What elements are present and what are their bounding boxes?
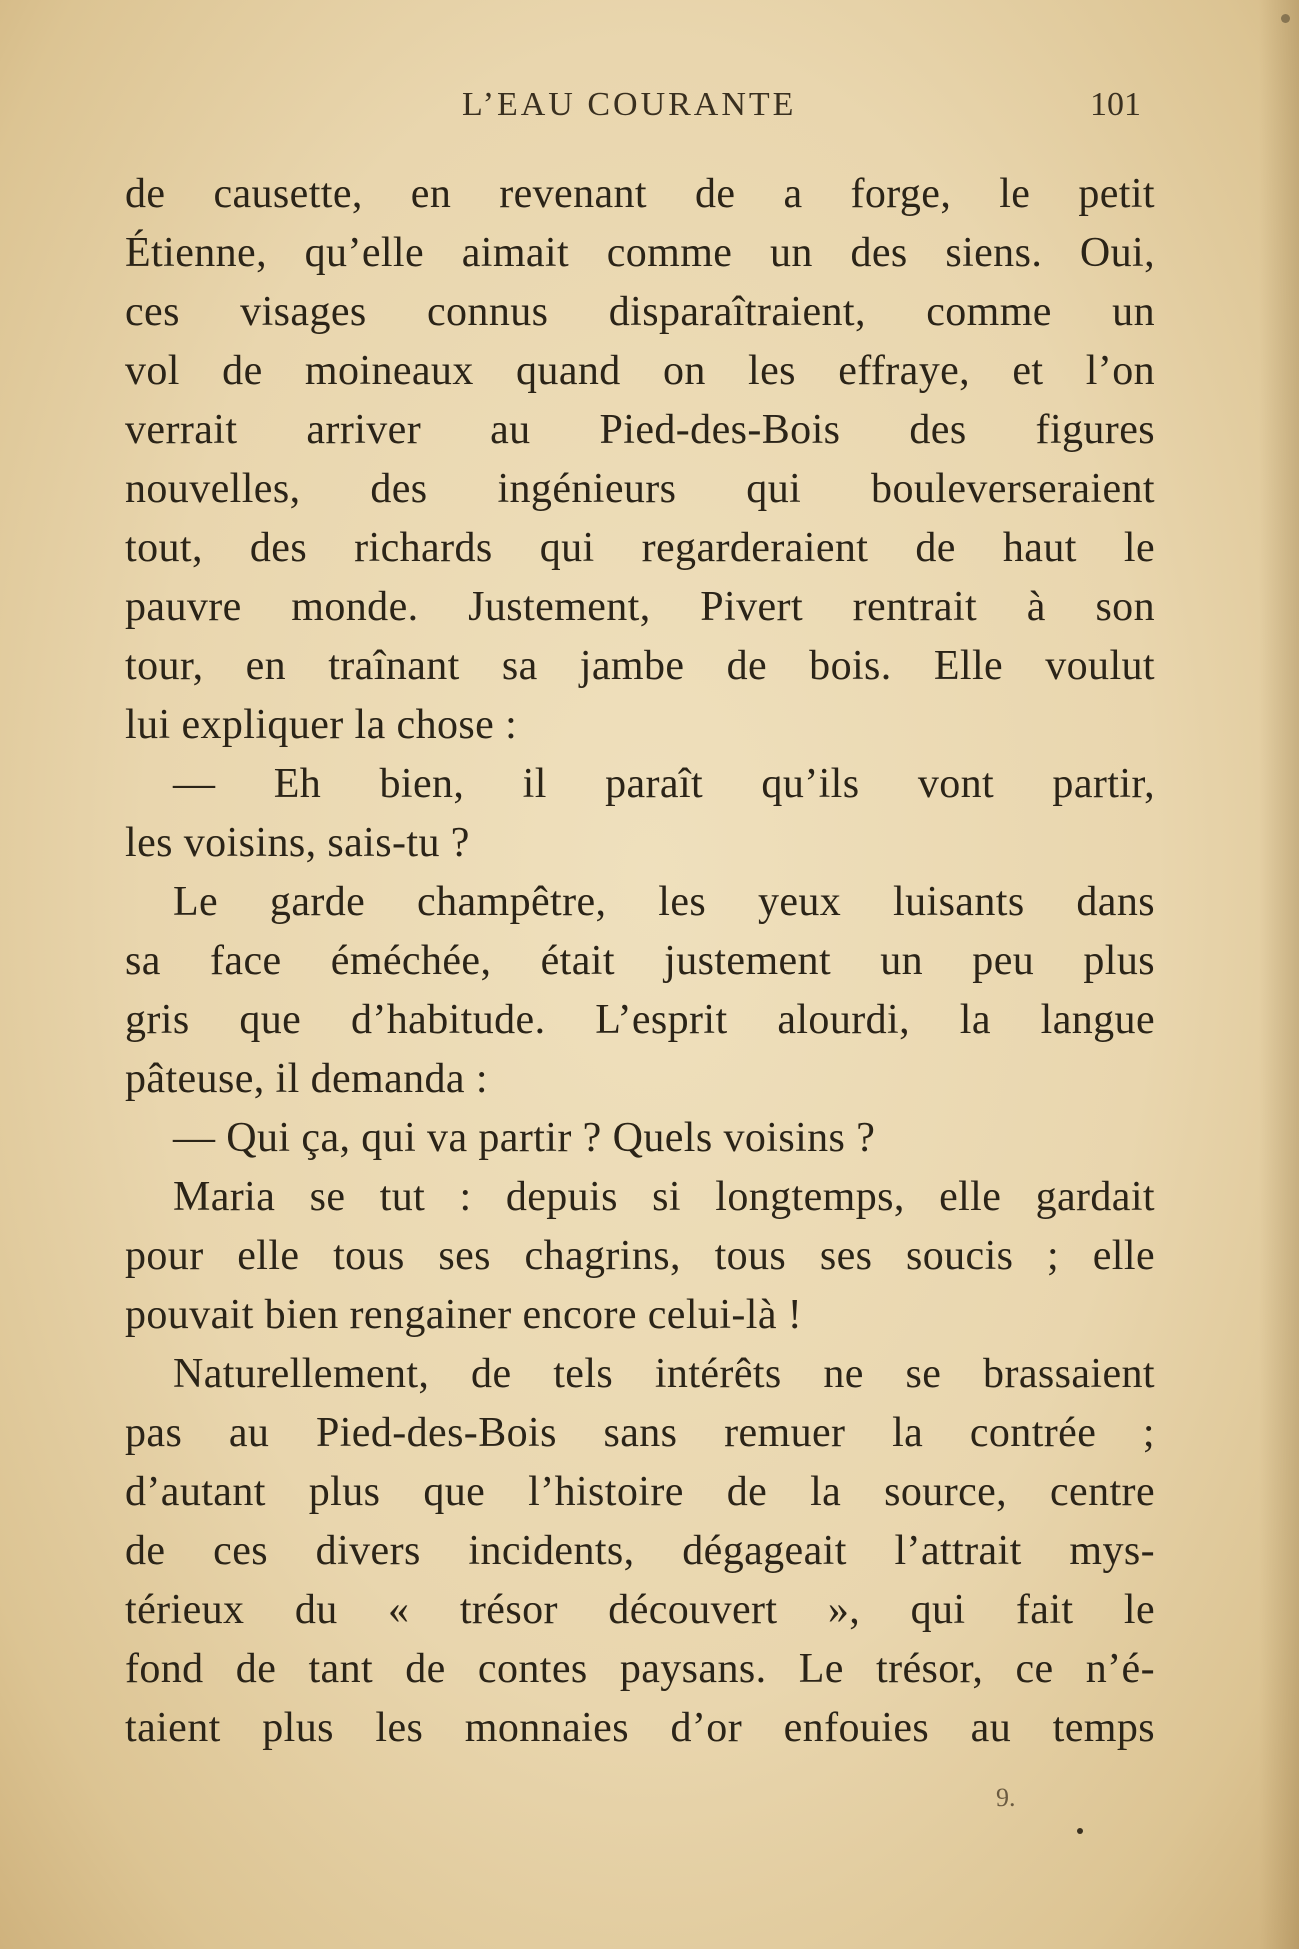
page-number: 101 — [1090, 86, 1141, 123]
ink-speck — [1281, 14, 1290, 23]
paragraph-start-line: Maria se tut : depuis si longtemps, elle gardait — [173, 1174, 1155, 1220]
text-line: pour elle tous ses chagrins, tous ses soucis ; elle — [125, 1233, 1155, 1279]
text-line: ces visages connus disparaîtraient, comme un — [125, 289, 1155, 335]
running-head — [0, 86, 1299, 130]
text-line: les voisins, sais-tu ? — [125, 820, 470, 866]
text-line: nouvelles, des ingénieurs qui bouleverseraient — [125, 466, 1155, 512]
text-line: pouvait bien rengainer encore celui-là ! — [125, 1292, 803, 1338]
text-line: taient plus les monnaies d’or enfouies au temps — [125, 1705, 1155, 1751]
text-line: fond de tant de contes paysans. Le trésor, ce n’é- — [125, 1646, 1155, 1692]
paragraph-start-line: Le garde champêtre, les yeux luisants dans — [173, 879, 1155, 925]
text-line: de ces divers incidents, dégageait l’attrait mys- — [125, 1528, 1155, 1574]
text-line: pas au Pied-des-Bois sans remuer la contrée ; — [125, 1410, 1155, 1456]
text-line: pâteuse, il demanda : — [125, 1056, 488, 1102]
text-line: d’autant plus que l’histoire de la source, centre — [125, 1469, 1155, 1515]
text-line: lui expliquer la chose : — [125, 702, 518, 748]
paragraph-start-line: Naturellement, de tels intérêts ne se brassaient — [173, 1351, 1155, 1397]
text-line: vol de moineaux quand on les effraye, et l’on — [125, 348, 1155, 394]
text-line: pauvre monde. Justement, Pivert rentrait à son — [125, 584, 1155, 630]
text-line: sa face éméchée, était justement un peu plus — [125, 938, 1155, 984]
ink-speck — [1077, 1828, 1083, 1834]
text-line: verrait arriver au Pied-des-Bois des figures — [125, 407, 1155, 453]
text-line: térieux du « trésor découvert », qui fait le — [125, 1587, 1155, 1633]
text-line: Étienne, qu’elle aimait comme un des siens. Oui, — [125, 230, 1155, 276]
body-text — [125, 165, 1155, 1758]
dialogue-line: — Qui ça, qui va partir ? Quels voisins ? — [173, 1115, 876, 1161]
text-line: gris que d’habitude. L’esprit alourdi, la langue — [125, 997, 1155, 1043]
text-line: tout, des richards qui regarderaient de haut le — [125, 525, 1155, 571]
signature-mark: 9. — [996, 1783, 1016, 1812]
text-line: de causette, en revenant de a forge, le petit — [125, 171, 1155, 217]
running-title: L’EAU COURANTE — [462, 86, 797, 123]
text-line: tour, en traînant sa jambe de bois. Elle voulut — [125, 643, 1155, 689]
dialogue-line: — Eh bien, il paraît qu’ils vont partir, — [173, 761, 1155, 807]
